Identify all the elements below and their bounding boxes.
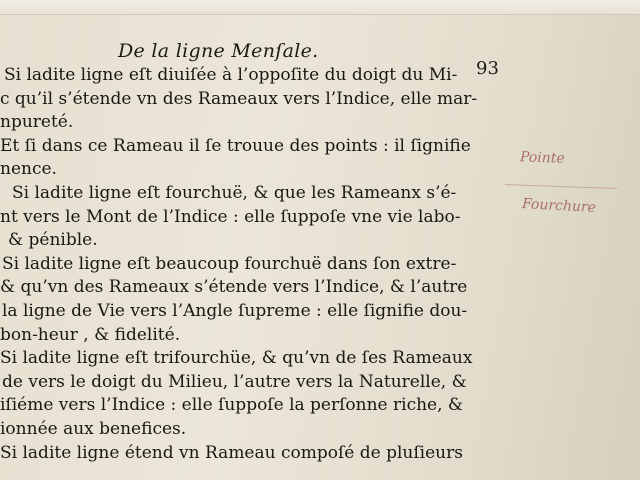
page-number: 93 bbox=[476, 58, 499, 79]
text-line: iſiéme vers l’Indice : elle ſuppoſe la perſonne riche, & bbox=[0, 395, 464, 416]
text-line: bon-heur , & fidelité. bbox=[0, 324, 181, 345]
page-top-edge bbox=[0, 0, 640, 15]
text-line: & qu’vn des Rameaux s’étende vers l’Indice, & l’autre bbox=[0, 277, 468, 298]
text-line: nt vers le Mont de l’Indice : elle ſuppoſe vne vie labo- bbox=[0, 206, 461, 227]
text-line: Si ladite ligne eſt diuiſée à l’oppoſite du doigt du Mi- bbox=[4, 65, 458, 85]
margin-annotation-fourchure: Fourchure bbox=[521, 196, 597, 216]
margin-annotation-rule bbox=[505, 184, 617, 189]
text-line: Si ladite ligne eſt trifourchüe, & qu’vn de ſes Rameaux bbox=[0, 348, 473, 369]
margin-annotation-pointe: Pointe bbox=[519, 149, 565, 167]
text-line: & pénible. bbox=[8, 230, 98, 251]
text-line: Si ladite ligne eſt fourchuë, & que les Rameanx s’é- bbox=[12, 182, 457, 203]
text-line: c qu’il s’étende vn des Rameaux vers l’Indice, elle mar- bbox=[0, 88, 478, 109]
text-line: nence. bbox=[0, 159, 57, 180]
text-line: la ligne de Vie vers l’Angle ſupreme : elle ſignifie dou- bbox=[2, 300, 468, 321]
body-text bbox=[0, 64, 510, 465]
text-line: npureté. bbox=[0, 112, 74, 133]
text-line: Si ladite ligne eſt beaucoup fourchuë dans ſon extre- bbox=[2, 253, 457, 274]
text-line: de vers le doigt du Milieu, l’autre vers la Naturelle, & bbox=[2, 371, 467, 392]
running-title: De la ligne Menſale. bbox=[118, 40, 319, 62]
text-line: Et ſi dans ce Rameau il ſe trouue des points : il ſignifie bbox=[0, 135, 471, 156]
text-line: Si ladite ligne étend vn Rameau compoſé de pluſieurs bbox=[0, 442, 463, 463]
text-line: ionnée aux benefices. bbox=[0, 418, 187, 439]
